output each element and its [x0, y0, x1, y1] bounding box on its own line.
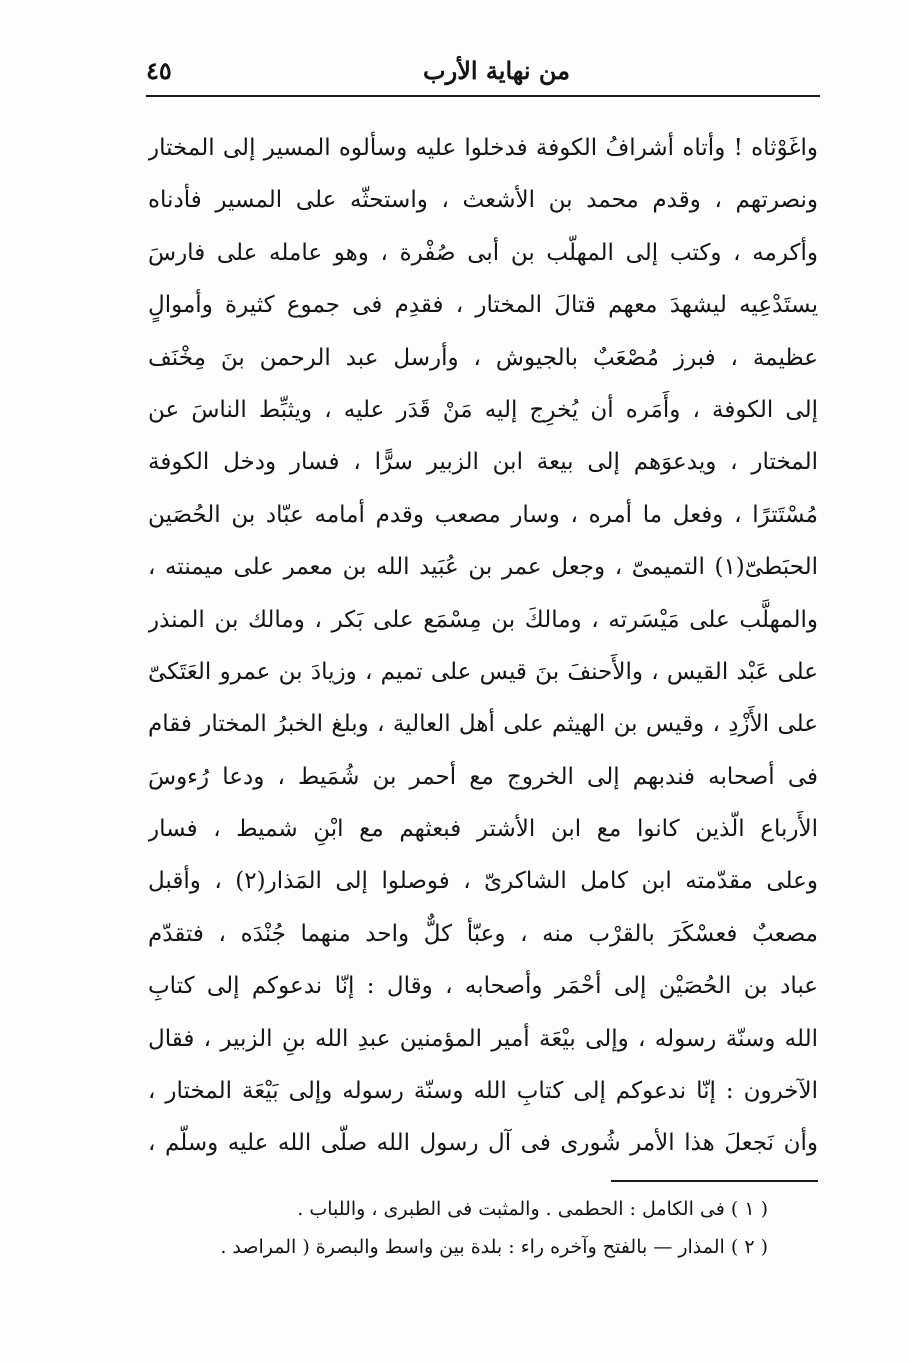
text-line: فى أصحابه فندبهم إلى الخروج مع أحمر بن شُمَيط ، ودعا رُءوسَ [148, 763, 818, 790]
text-line: والمهلَّب على مَيْسَرته ، ومالكَ بن مِسْمَع على بَكر ، ومالك بن المنذر [148, 606, 818, 633]
footnote-2: ( ٢ ) المذار — بالفتح وآخره راء : بلدة بين واسط والبصرة ( المراصد . [220, 1236, 768, 1258]
text-line: على عَبْد القيس ، والأَحنفَ بنَ قيس على تميم ، وزيادَ بن عمرو العَتَكىّ [148, 658, 818, 685]
text-line: الحبَطىّ(١) التميمىّ ، وجعل عمر بن عُبَيد الله بن معمر على ميمنته ، [148, 554, 818, 581]
text-line: على الأَزْدِ ، وقيس بن الهيثم على أهل العالية ، وبلغ الخبرُ المختار فقام [148, 711, 818, 738]
text-line: يستَدْعِيه ليشهدَ معهم قتالَ المختار ، فقدِم فى جموع كثيرة وأموالٍ [148, 292, 818, 319]
body-text [148, 122, 818, 1170]
text-line: وأن نَجعلَ هذا الأمر شُورى فى آل رسول الله صلّى الله عليه وسلّم ، [148, 1130, 818, 1157]
text-line: ونصرتهم ، وقدم محمد بن الأشعث ، واستحثّه على المسير فأدناه [148, 187, 818, 214]
text-line: عباد بن الحُصَيْن إلى أحْمَر وأصحابه ، وقال : إنّا ندعوكم إلى كتابِ [148, 973, 818, 1000]
footnote-rule [611, 1180, 818, 1182]
text-line: مُسْتَترًا ، وفعل ما أمره ، وسار مصعب وقدم أمامه عبّاد بن الحُصَين [148, 501, 818, 528]
footnote-1: ( ١ ) فى الكامل : الحطمى . والمثبت فى الطبرى ، واللباب . [297, 1198, 768, 1220]
header-rule [146, 95, 820, 97]
text-line: المختار ، ويدعوَهم إلى بيعة ابن الزبير سرًّا ، فسار ودخل الكوفة [148, 449, 818, 476]
text-line: الله وسنّة رسوله ، وإلى بيْعَة أمير المؤمنين عبدِ الله بنِ الزبير ، فقال [148, 1025, 818, 1052]
text-line: واغَوْثاه ! وأتاه أشرافُ الكوفة فدخلوا عليه وسألوه المسير إلى المختار [148, 135, 818, 161]
text-line: الآخرون : إنّا ندعوكم إلى كتابِ الله وسنّة رسوله وإلى بَيْعَة المختار ، [148, 1078, 818, 1105]
text-line: وعلى مقدّمته ابن كامل الشاكرىّ ، فوصلوا إلى المَذار(٢) ، وأقبل [148, 868, 818, 895]
text-line: إلى الكوفة ، وأَمَره أن يُخرِج إليه مَنْ قَدَر عليه ، ويثبِّط الناسَ عن [148, 396, 818, 423]
running-header [146, 50, 820, 96]
text-line: عظيمة ، فبرز مُصْعَبٌ بالجيوش ، وأرسل عبد الرحمن بنَ مِخْنَف [148, 344, 818, 371]
page-number: ٤٥ [146, 56, 172, 85]
footnotes [148, 1190, 768, 1266]
text-line: وأكرمه ، وكتب إلى المهلّب بن أبى صُفْرة ، وهو عامله على فارسَ [148, 239, 818, 266]
text-line: مصعبٌ فعسْكَرَ بالقرْب منه ، وعبّأ كلٌّ واحد منهما جُنْدَه ، فتقدّم [148, 920, 818, 947]
running-title: من نهاية الأرب [423, 56, 570, 85]
text-line: الأَرباع الّذين كانوا مع ابن الأشتر فبعثهم مع ابْنِ شميط ، فسار [148, 816, 818, 843]
